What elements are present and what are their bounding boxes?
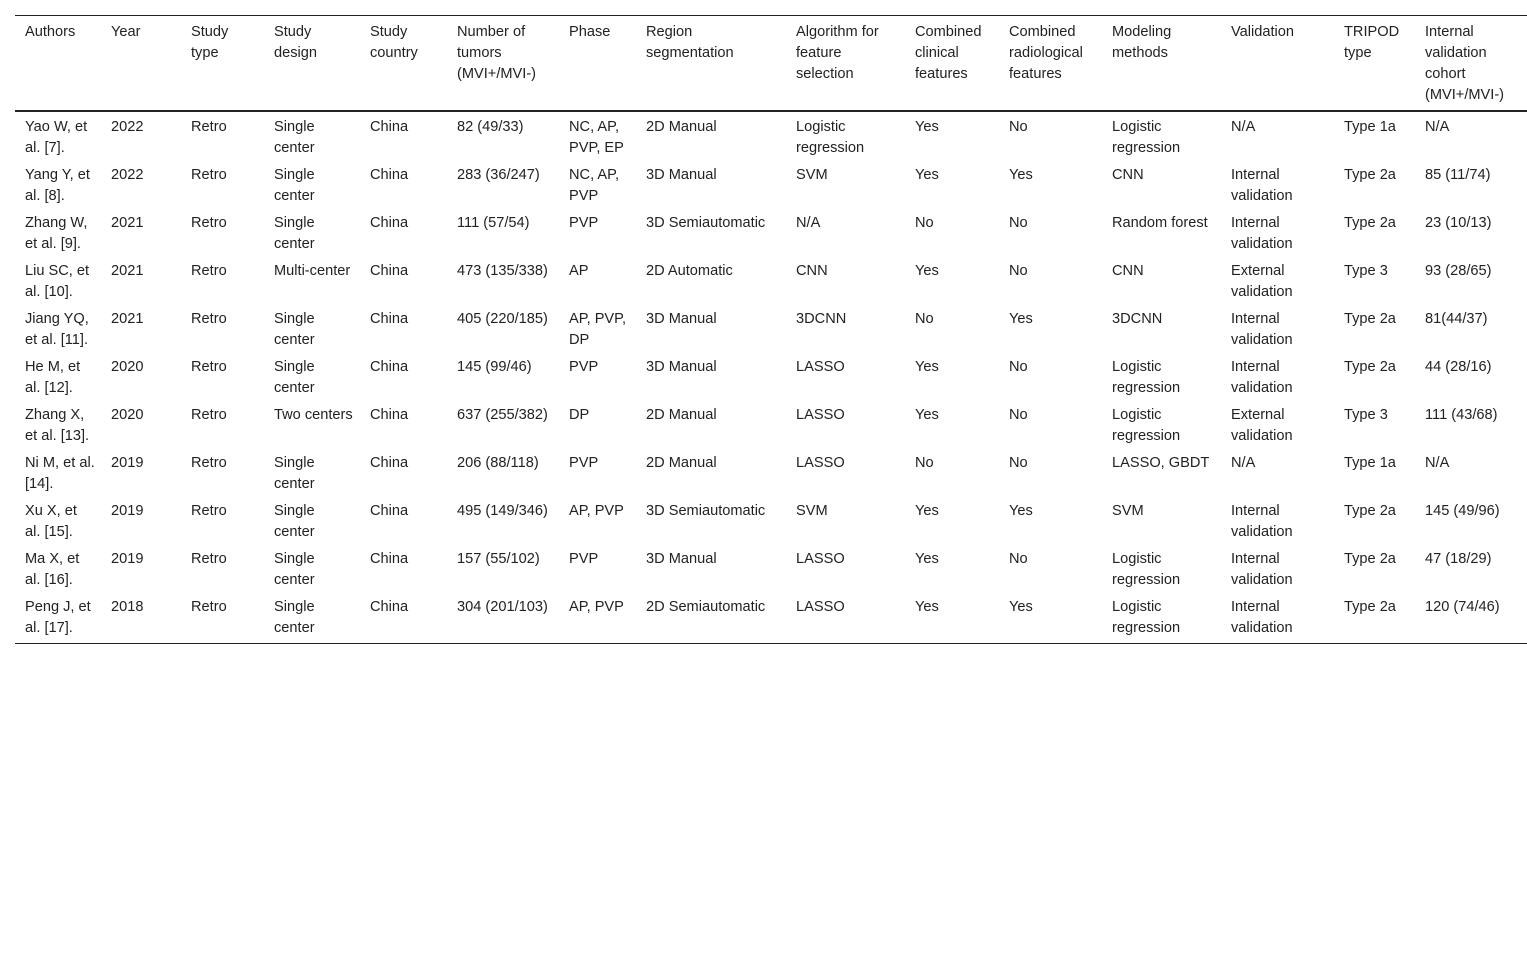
- table-container: [15, 15, 1527, 644]
- table-body: [15, 111, 1527, 644]
- phase-cell: PVP: [569, 551, 599, 567]
- authors-cell: Zhang X, et al. [13].: [25, 407, 90, 444]
- modeling-methods-cell: CNN: [1112, 263, 1144, 279]
- header-clinical-features: Combined clinical features: [905, 16, 999, 112]
- tripod-type-cell: Type 3: [1344, 407, 1388, 423]
- table-header-row: [15, 16, 1527, 112]
- region-segmentation-cell: 3D Manual: [646, 359, 717, 375]
- radiological-features-cell: Yes: [1009, 311, 1033, 327]
- study-country-cell: China: [370, 455, 409, 471]
- study-type-cell: Retro: [191, 311, 227, 327]
- tripod-type-cell: Type 2a: [1334, 592, 1415, 644]
- study-country-cell: China: [370, 407, 409, 423]
- authors-cell: Zhang W, et al. [9].: [25, 215, 88, 252]
- radiological-features-cell: No: [1009, 551, 1028, 567]
- tripod-type-cell: Type 2a: [1344, 551, 1396, 567]
- feature-selection-cell: CNN: [796, 263, 828, 279]
- clinical-features-cell: Yes: [915, 359, 939, 375]
- study-country-cell: China: [370, 119, 409, 135]
- authors-cell: Ma X, et al. [16].: [25, 551, 80, 588]
- year-cell: 2020: [111, 407, 144, 423]
- validation-cell: Internal validation: [1231, 551, 1293, 588]
- authors-cell: Yao W, et al. [7].: [25, 119, 88, 156]
- validation-cell: Internal validation: [1231, 311, 1293, 348]
- validation-cell: Internal validation: [1231, 503, 1293, 540]
- tripod-type-cell: Type 2a: [1344, 359, 1396, 375]
- radiological-features-cell: No: [1009, 263, 1028, 279]
- phase-cell: AP, PVP: [569, 503, 624, 519]
- tripod-type-cell: Type 3: [1344, 263, 1388, 279]
- study-country-cell: China: [370, 359, 409, 375]
- internal-cohort-cell: 44 (28/16): [1425, 359, 1492, 375]
- phase-cell: PVP: [569, 215, 599, 231]
- radiological-features-cell: Yes: [1009, 503, 1033, 519]
- study-type-cell: Retro: [181, 592, 264, 644]
- feature-selection-cell: LASSO: [796, 407, 845, 423]
- study-type-cell: Retro: [191, 119, 227, 135]
- internal-cohort-cell: 111 (43/68): [1425, 407, 1498, 423]
- tumor-count-cell: 405 (220/185): [457, 311, 548, 327]
- region-segmentation-cell: 2D Manual: [646, 119, 717, 135]
- table-row: [15, 544, 1527, 592]
- study-design-cell: Single center: [274, 215, 315, 252]
- year-cell: 2022: [111, 167, 144, 183]
- feature-selection-cell: N/A: [796, 215, 821, 231]
- modeling-methods-cell: Logistic regression: [1102, 592, 1221, 644]
- authors-cell: Liu SC, et al. [10].: [25, 263, 90, 300]
- phase-cell: AP: [569, 263, 589, 279]
- header-phase: Phase: [559, 16, 636, 112]
- header-region-segmentation: Region segmentation: [636, 16, 786, 112]
- study-type-cell: Retro: [191, 167, 227, 183]
- feature-selection-cell: SVM: [796, 503, 828, 519]
- year-cell: 2021: [111, 311, 144, 327]
- study-country-cell: China: [370, 551, 409, 567]
- internal-cohort-cell: 120 (74/46): [1415, 592, 1527, 644]
- table-row: [15, 496, 1527, 544]
- radiological-features-cell: No: [1009, 215, 1028, 231]
- study-design-cell: Single center: [264, 592, 360, 644]
- tumor-count-cell: 304 (201/103): [447, 592, 559, 644]
- clinical-features-cell: No: [915, 311, 934, 327]
- study-design-cell: Single center: [274, 359, 315, 396]
- tumor-count-cell: 82 (49/33): [457, 119, 524, 135]
- phase-cell: NC, AP, PVP, EP: [569, 119, 624, 156]
- validation-cell: Internal validation: [1231, 359, 1293, 396]
- study-type-cell: Retro: [191, 503, 227, 519]
- study-country-cell: China: [370, 503, 409, 519]
- header-study-country: Study country: [360, 16, 447, 112]
- phase-cell: DP: [569, 407, 590, 423]
- validation-cell: Internal validation: [1221, 592, 1334, 644]
- radiological-features-cell: No: [1009, 407, 1028, 423]
- modeling-methods-cell: LASSO, GBDT: [1112, 455, 1210, 471]
- clinical-features-cell: Yes: [915, 503, 939, 519]
- study-country-cell: China: [360, 592, 447, 644]
- header-authors: Authors: [15, 16, 101, 112]
- authors-cell: Jiang YQ, et al. [11].: [25, 311, 89, 348]
- internal-cohort-cell: 93 (28/65): [1425, 263, 1492, 279]
- internal-cohort-cell: 47 (18/29): [1425, 551, 1492, 567]
- study-design-cell: Single center: [274, 503, 315, 540]
- internal-cohort-cell: 85 (11/74): [1425, 167, 1491, 183]
- radiological-features-cell: Yes: [1009, 167, 1033, 183]
- region-segmentation-cell: 2D Manual: [646, 455, 717, 471]
- authors-cell: Xu X, et al. [15].: [25, 503, 77, 540]
- study-design-cell: Single center: [274, 311, 315, 348]
- study-design-cell: Single center: [274, 167, 315, 204]
- tripod-type-cell: Type 1a: [1344, 455, 1396, 471]
- header-study-type: Study type: [181, 16, 264, 112]
- table-row: [15, 208, 1527, 256]
- clinical-features-cell: Yes: [915, 551, 939, 567]
- authors-cell: Peng J, et al. [17].: [15, 592, 101, 644]
- modeling-methods-cell: Logistic regression: [1112, 359, 1181, 396]
- table-row: [15, 448, 1527, 496]
- clinical-features-cell: Yes: [905, 592, 999, 644]
- header-study-design: Study design: [264, 16, 360, 112]
- internal-cohort-cell: 23 (10/13): [1425, 215, 1492, 231]
- phase-cell: AP, PVP: [559, 592, 636, 644]
- validation-cell: Internal validation: [1231, 167, 1293, 204]
- region-segmentation-cell: 2D Automatic: [646, 263, 733, 279]
- tumor-count-cell: 283 (36/247): [457, 167, 540, 183]
- internal-cohort-cell: N/A: [1425, 119, 1450, 135]
- radiological-features-cell: No: [1009, 359, 1028, 375]
- study-country-cell: China: [370, 311, 409, 327]
- header-tripod-type: TRIPOD type: [1334, 16, 1415, 112]
- study-type-cell: Retro: [191, 407, 227, 423]
- year-cell: 2019: [111, 551, 144, 567]
- clinical-features-cell: Yes: [915, 263, 939, 279]
- region-segmentation-cell: 3D Manual: [646, 551, 717, 567]
- clinical-features-cell: Yes: [915, 407, 939, 423]
- study-design-cell: Multi-center: [274, 263, 351, 279]
- study-type-cell: Retro: [191, 263, 227, 279]
- validation-cell: N/A: [1231, 119, 1256, 135]
- study-design-cell: Two centers: [274, 407, 353, 423]
- authors-cell: Yang Y, et al. [8].: [25, 167, 90, 204]
- modeling-methods-cell: Logistic regression: [1112, 551, 1181, 588]
- header-modeling-methods: Modeling methods: [1102, 16, 1221, 112]
- region-segmentation-cell: 3D Semiautomatic: [646, 503, 766, 519]
- modeling-methods-cell: Random forest: [1112, 215, 1208, 231]
- study-country-cell: China: [370, 215, 409, 231]
- phase-cell: PVP: [569, 455, 599, 471]
- clinical-features-cell: Yes: [915, 167, 939, 183]
- year-cell: 2021: [111, 263, 144, 279]
- table-row: [15, 304, 1527, 352]
- feature-selection-cell: LASSO: [786, 592, 905, 644]
- year-cell: 2021: [111, 215, 144, 231]
- tripod-type-cell: Type 2a: [1344, 311, 1396, 327]
- header-year: Year: [101, 16, 181, 112]
- study-type-cell: Retro: [191, 551, 227, 567]
- feature-selection-cell: SVM: [796, 167, 828, 183]
- clinical-features-cell: Yes: [915, 119, 939, 135]
- tripod-type-cell: Type 2a: [1344, 167, 1396, 183]
- internal-cohort-cell: N/A: [1425, 455, 1450, 471]
- internal-cohort-cell: 81(44/37): [1425, 311, 1488, 327]
- tumor-count-cell: 495 (149/346): [457, 503, 548, 519]
- table-row: [15, 160, 1527, 208]
- region-segmentation-cell: 3D Manual: [646, 167, 717, 183]
- region-segmentation-cell: 2D Manual: [646, 407, 717, 423]
- clinical-features-cell: No: [915, 215, 934, 231]
- tumor-count-cell: 111 (57/54): [457, 215, 530, 231]
- feature-selection-cell: Logistic regression: [796, 119, 865, 156]
- header-internal-validation-cohort: Internal validation cohort (MVI+/MVI-): [1415, 16, 1527, 112]
- feature-selection-cell: LASSO: [796, 551, 845, 567]
- study-design-cell: Single center: [274, 455, 315, 492]
- table-row: [15, 592, 1527, 644]
- header-radiological-features: Combined radiological features: [999, 16, 1102, 112]
- year-cell: 2019: [111, 503, 144, 519]
- tumor-count-cell: 637 (255/382): [457, 407, 548, 423]
- phase-cell: NC, AP, PVP: [569, 167, 620, 204]
- region-segmentation-cell: 3D Manual: [646, 311, 717, 327]
- year-cell: 2019: [111, 455, 144, 471]
- phase-cell: PVP: [569, 359, 599, 375]
- authors-cell: He M, et al. [12].: [25, 359, 81, 396]
- year-cell: 2022: [111, 119, 144, 135]
- tumor-count-cell: 145 (99/46): [457, 359, 532, 375]
- table-row: [15, 400, 1527, 448]
- table-row: [15, 256, 1527, 304]
- validation-cell: Internal validation: [1231, 215, 1293, 252]
- header-validation: Validation: [1221, 16, 1334, 112]
- year-cell: 2018: [101, 592, 181, 644]
- region-segmentation-cell: 3D Semiautomatic: [646, 215, 766, 231]
- tumor-count-cell: 157 (55/102): [457, 551, 540, 567]
- clinical-features-cell: No: [915, 455, 934, 471]
- study-design-cell: Single center: [274, 551, 315, 588]
- modeling-methods-cell: CNN: [1112, 167, 1144, 183]
- validation-cell: External validation: [1231, 263, 1293, 300]
- table-row: [15, 352, 1527, 400]
- radiological-features-cell: Yes: [999, 592, 1102, 644]
- table-row: [15, 111, 1527, 160]
- radiological-features-cell: No: [1009, 119, 1028, 135]
- validation-cell: External validation: [1231, 407, 1293, 444]
- feature-selection-cell: LASSO: [796, 359, 845, 375]
- study-country-cell: China: [370, 263, 409, 279]
- tumor-count-cell: 473 (135/338): [457, 263, 548, 279]
- internal-cohort-cell: 145 (49/96): [1425, 503, 1500, 519]
- header-feature-selection: Algorithm for feature selection: [786, 16, 905, 112]
- feature-selection-cell: LASSO: [796, 455, 845, 471]
- modeling-methods-cell: Logistic regression: [1112, 119, 1181, 156]
- tumor-count-cell: 206 (88/118): [457, 455, 539, 471]
- modeling-methods-cell: SVM: [1112, 503, 1144, 519]
- tripod-type-cell: Type 2a: [1344, 503, 1396, 519]
- tripod-type-cell: Type 1a: [1344, 119, 1396, 135]
- study-type-cell: Retro: [191, 215, 227, 231]
- validation-cell: N/A: [1231, 455, 1256, 471]
- tripod-type-cell: Type 2a: [1344, 215, 1396, 231]
- modeling-methods-cell: 3DCNN: [1112, 311, 1163, 327]
- study-type-cell: Retro: [191, 455, 227, 471]
- radiological-features-cell: No: [1009, 455, 1028, 471]
- authors-cell: Ni M, et al. [14].: [25, 455, 95, 492]
- year-cell: 2020: [111, 359, 144, 375]
- study-country-cell: China: [370, 167, 409, 183]
- header-number-of-tumors: Number of tumors (MVI+/MVI-): [447, 16, 559, 112]
- modeling-methods-cell: Logistic regression: [1112, 407, 1181, 444]
- feature-selection-cell: 3DCNN: [796, 311, 847, 327]
- region-segmentation-cell: 2D Semiautomatic: [636, 592, 786, 644]
- phase-cell: AP, PVP, DP: [569, 311, 627, 348]
- study-type-cell: Retro: [191, 359, 227, 375]
- study-design-cell: Single center: [274, 119, 315, 156]
- study-characteristics-table: [15, 15, 1527, 644]
